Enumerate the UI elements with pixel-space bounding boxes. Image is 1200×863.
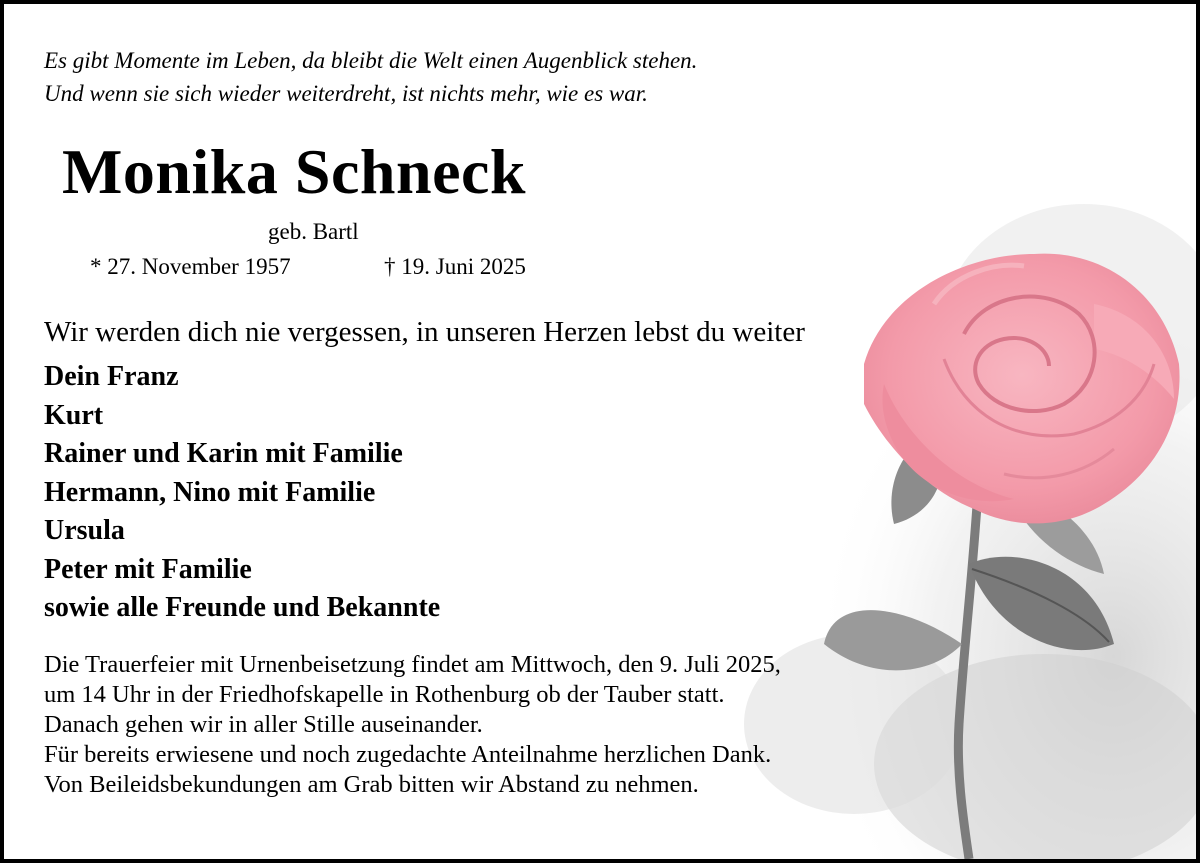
funeral-info	[44, 650, 781, 800]
info-line: Von Beileidsbekundungen am Grab bitten wir Abstand zu nehmen.	[44, 771, 699, 798]
mourner-item: Peter mit Familie	[44, 553, 252, 585]
mourner-item: Kurt	[44, 399, 104, 431]
birth-date: * 27. November 1957	[90, 254, 291, 279]
info-line: Danach gehen wir in aller Stille auseinander.	[44, 711, 483, 738]
maiden-name: geb. Bartl	[268, 219, 359, 244]
mourner-item: Dein Franz	[44, 361, 179, 392]
mourners-list	[44, 358, 440, 628]
mourner-item: Hermann, Nino mit Familie	[44, 476, 376, 508]
info-line: um 14 Uhr in der Friedhofskapelle in Rothenburg ob der Tauber statt.	[44, 681, 725, 708]
quote-line-1: Es gibt Momente im Leben, da bleibt die Welt einen Augenblick stehen.	[44, 48, 698, 73]
opening-quote	[44, 44, 697, 110]
mourner-item: sowie alle Freunde und Bekannte	[44, 592, 441, 623]
farewell-motto: Wir werden dich nie vergessen, in unseren Herzen lebst du weiter	[44, 316, 805, 348]
info-line: Die Trauerfeier mit Urnenbeisetzung findet am Mittwoch, den 9. Juli 2025,	[44, 651, 781, 678]
deceased-name: Monika Schneck	[62, 136, 526, 207]
death-date: † 19. Juni 2025	[384, 254, 526, 279]
mourner-item: Rainer und Karin mit Familie	[44, 438, 403, 469]
quote-line-2: Und wenn sie sich wieder weiterdreht, ist nichts mehr, wie es war.	[44, 81, 648, 106]
mourner-item: Ursula	[44, 515, 125, 546]
info-line: Für bereits erwiesene und noch zugedachte Anteilnahme herzlichen Dank.	[44, 741, 772, 768]
